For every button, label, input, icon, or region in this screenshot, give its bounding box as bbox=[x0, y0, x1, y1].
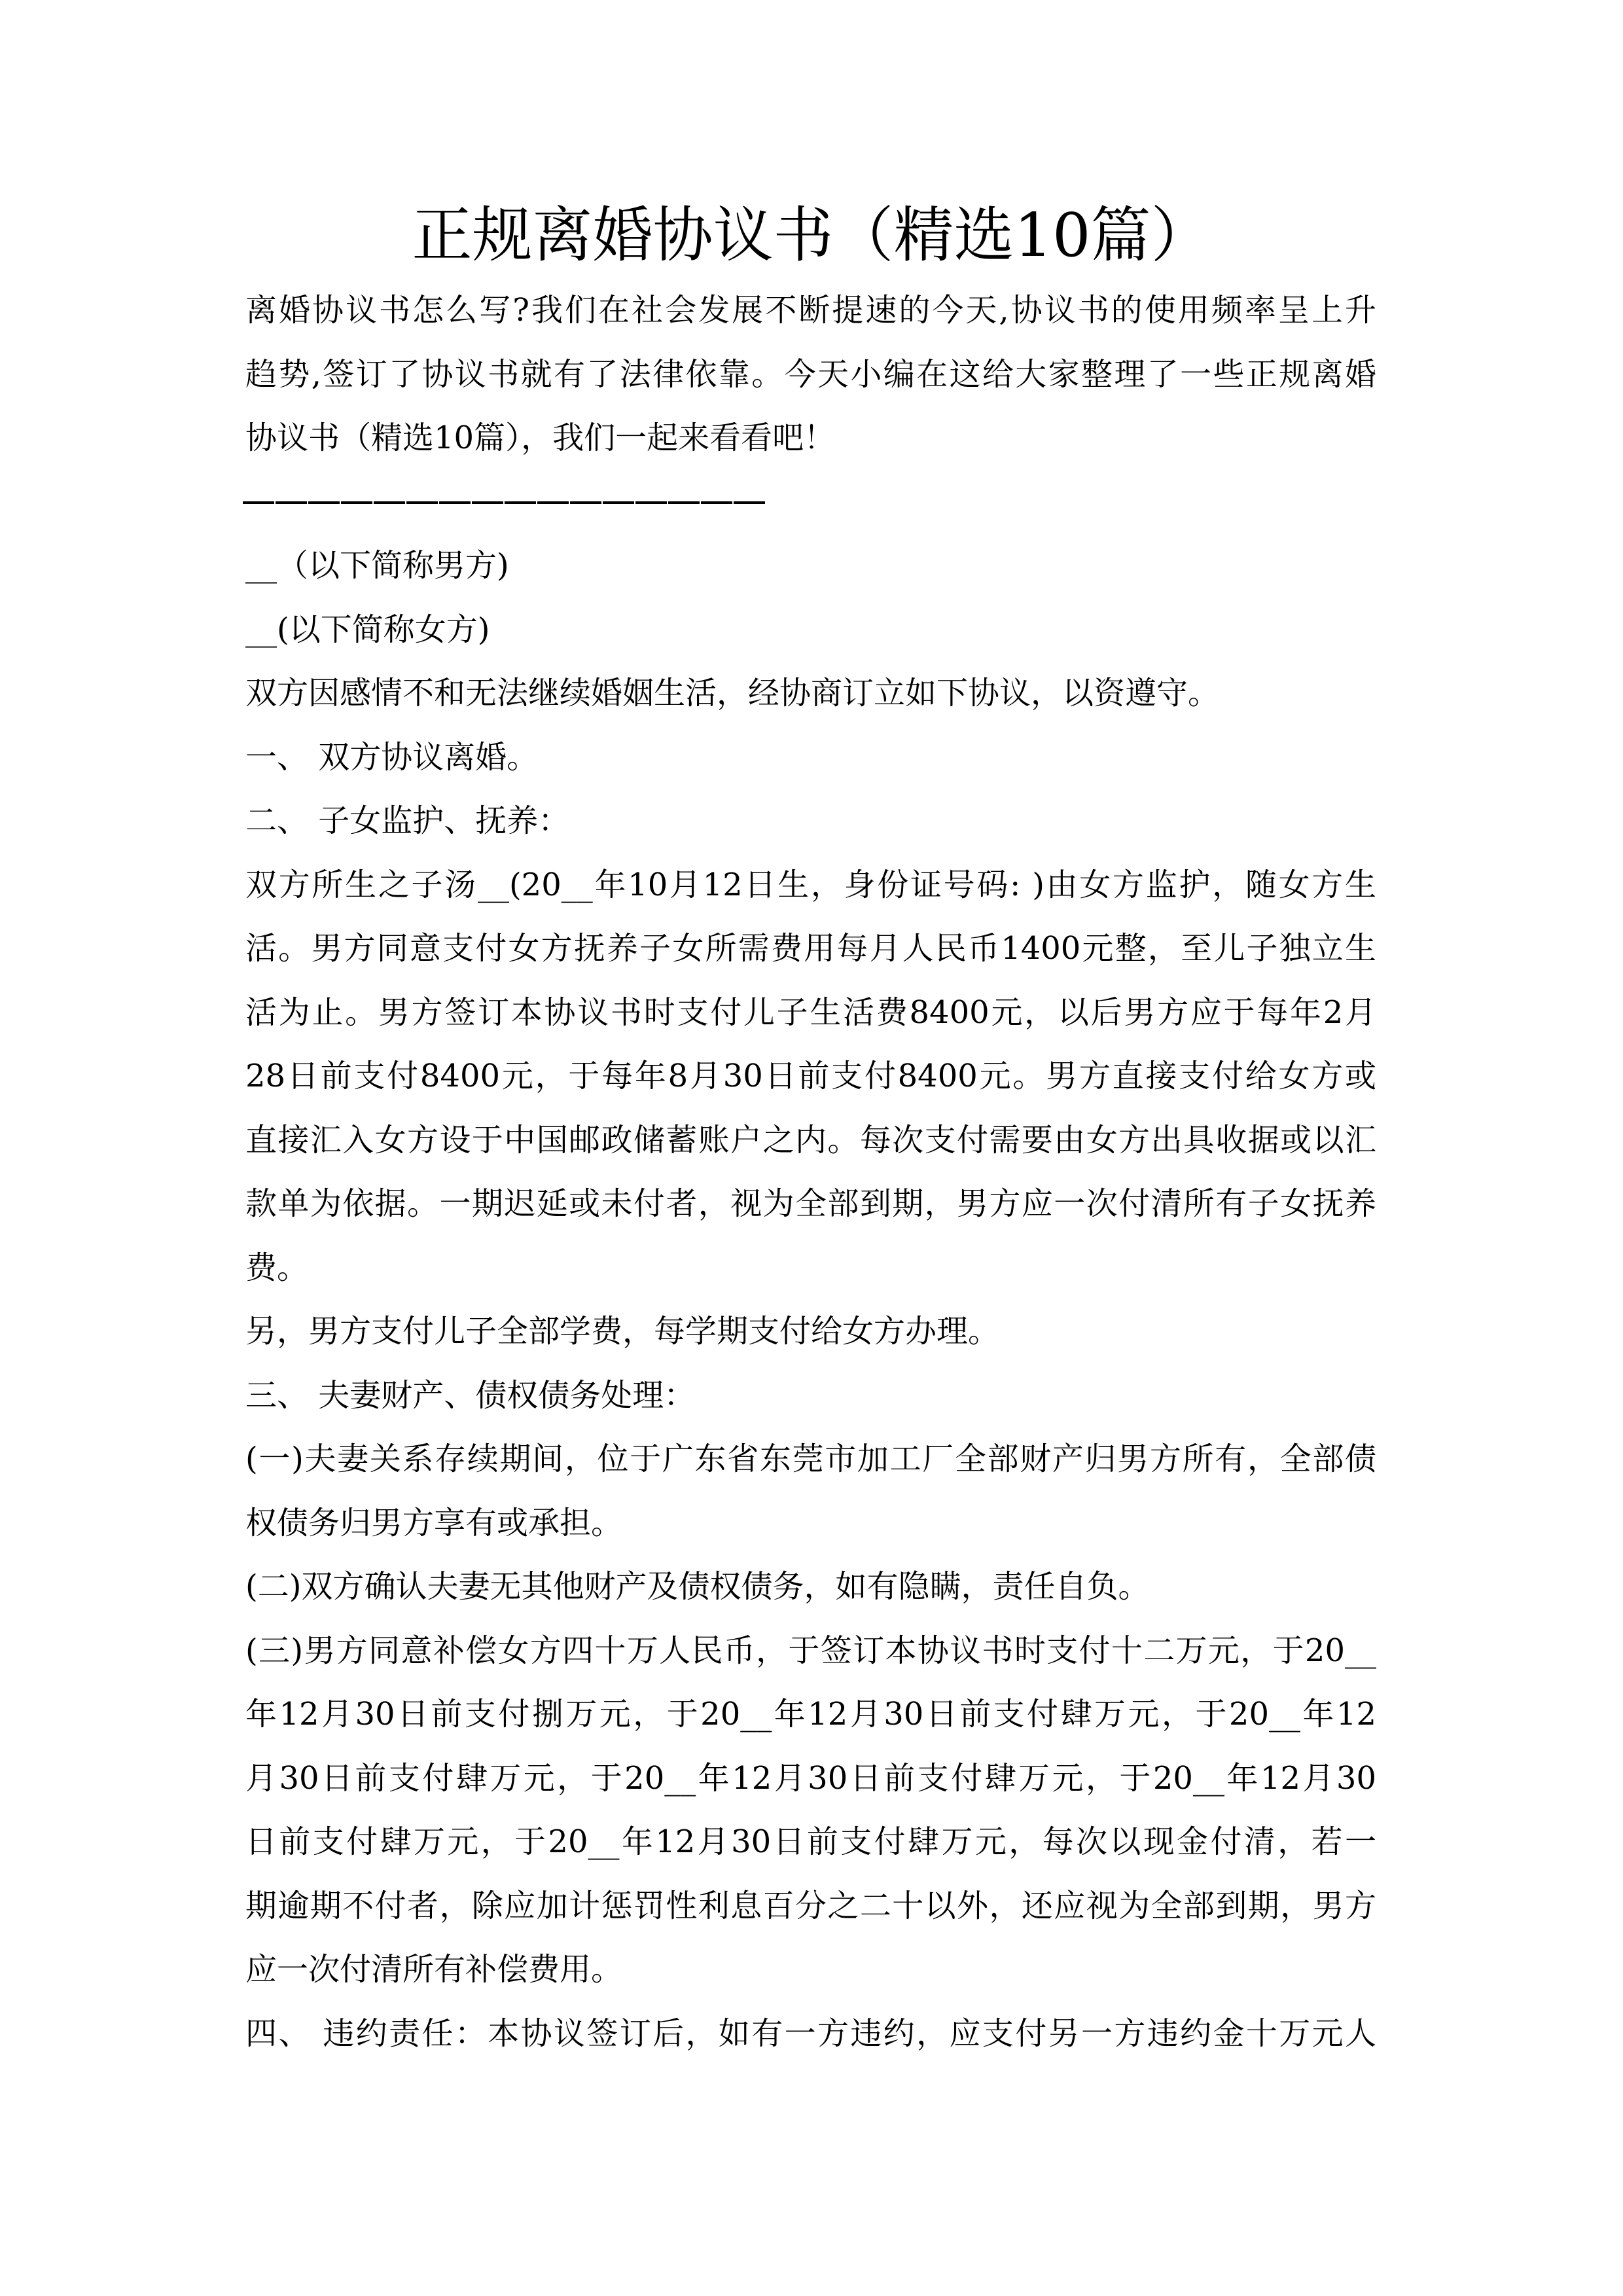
clause-3-heading: 三、 夫妻财产、债权债务处理： bbox=[245, 1376, 696, 1414]
clause-2-line: 款单为依据。一期迟延或未付者，视为全部到期，男方应一次付清所有子女抚养 bbox=[245, 1185, 1376, 1222]
clause-3-item-3-line: 期逾期不付者，除应加计惩罚性利息百分之二十以外，还应视为全部到期，男方 bbox=[245, 1887, 1376, 1924]
clause-3-item-1-line: (一)夫妻关系存续期间，位于广东省东莞市加工厂全部财产归男方所有，全部债 bbox=[245, 1441, 1376, 1477]
intro-line: 趋势,签订了协议书就有了法律依靠。今天小编在这给大家整理了一些正规离婚 bbox=[245, 355, 1376, 393]
clause-2-line: 直接汇入女方设于中国邮政储蓄账户之内。每次支付需要由女方出具收据或以汇 bbox=[245, 1121, 1376, 1158]
clause-3-item-2: (二)双方确认夫妻无其他财产及债权债务，如有隐瞒，责任自负。 bbox=[245, 1568, 1150, 1605]
party-female-line: __(以下简称女方) bbox=[245, 611, 490, 648]
clause-3-item-3-line: 月30日前支付肆万元，于20__年12月30日前支付肆万元，于20__年12月30 bbox=[245, 1759, 1376, 1797]
document-title: 正规离婚协议书（精选10篇） bbox=[412, 200, 1211, 270]
clause-2-line: 活为止。男方签订本协议书时支付儿子生活费8400元，以后男方应于每年2月 bbox=[245, 994, 1376, 1031]
clause-3-item-3-line: (三)男方同意补偿女方四十万人民币，于签订本协议书时支付十二万元，于20__ bbox=[245, 1632, 1376, 1669]
clause-2-extra: 另，男方支付儿子全部学费，每学期支付给女方办理。 bbox=[245, 1313, 1000, 1350]
clause-3-item-3-line: 日前支付肆万元，于20__年12月30日前支付肆万元，每次以现金付清，若一 bbox=[245, 1823, 1376, 1860]
preamble-line: 双方因感情不和无法继续婚姻生活，经协商订立如下协议，以资遵守。 bbox=[245, 675, 1220, 711]
clause-2-line: 活。男方同意支付女方抚养子女所需费用每月人民币1400元整，至儿子独立生 bbox=[245, 930, 1376, 967]
clause-1: 一、 双方协议离婚。 bbox=[245, 738, 539, 776]
document-body bbox=[245, 279, 1376, 2066]
clause-2-line: 双方所生之子汤__(20__年10月12日生，身份证号码: )由女方监护，随女方生 bbox=[245, 866, 1376, 903]
intro-line: 协议书（精选10篇），我们一起来看看吧！ bbox=[245, 420, 836, 456]
clause-2-heading: 二、 子女监护、抚养： bbox=[245, 802, 570, 839]
party-male-line: __（以下简称男方) bbox=[245, 547, 509, 584]
clause-3-item-1-line: 权债务归男方享有或承担。 bbox=[245, 1504, 623, 1541]
intro-line: 离婚协议书怎么写?我们在社会发展不断提速的今天,协议书的使用频率呈上升 bbox=[245, 292, 1376, 329]
clause-2-line: 28日前支付8400元，于每年8月30日前支付8400元。男方直接支付给女方或 bbox=[245, 1058, 1376, 1094]
clause-4-line: 四、 违约责任：本协议签订后，如有一方违约，应支付另一方违约金十万元人 bbox=[245, 2015, 1376, 2052]
separator-text bbox=[245, 471, 748, 535]
separator-line bbox=[245, 471, 1376, 535]
clause-3-item-3-line: 年12月30日前支付捌万元，于20__年12月30日前支付肆万元，于20__年12 bbox=[245, 1696, 1376, 1732]
clause-2-line: 费。 bbox=[245, 1249, 309, 1286]
clause-3-item-3-line: 应一次付清所有补偿费用。 bbox=[245, 1951, 623, 1988]
